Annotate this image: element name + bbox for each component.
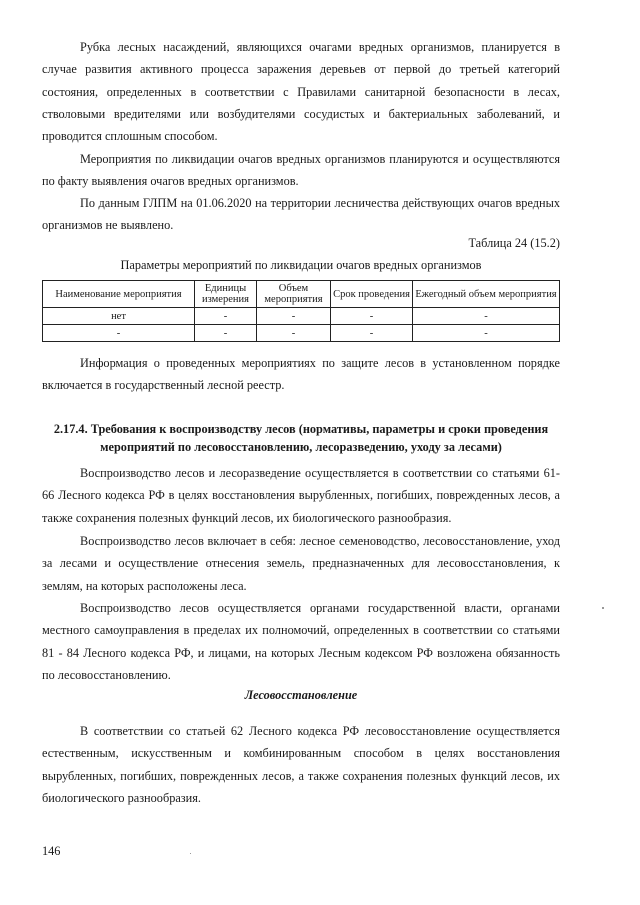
table-cell: - [43,325,195,342]
column-header-measure-name: Наименование мероприятия [43,281,195,308]
paragraph-felling-of-pest-foci: Рубка лесных насаждений, являющихся очагами вредных организмов, планируется в случае развития активного процесса заражения деревьев от первой до третьей категорий состояния, определенных в соответствии с Правилами санитарной безопасности в лесах, стволовыми вредителями или возбудителями сосудистых и бактериальных заболеваний, и проводится сплошным способом. [42,40,560,144]
column-header-units: Единицы измерения [195,281,257,308]
measures-parameters-table [42,280,560,342]
paragraph-reproduction-includes: Воспроизводство лесов включает в себя: лесное семеноводство, лесовосстановление, уход за лесами и осуществление отнесения земель, предназначенных для лесовосстановления, к землям, на которых расположены леса. [42,534,560,593]
table-cell: - [413,325,560,342]
section-heading: 2.17.4. Требования к воспроизводству лесов (нормативы, параметры и сроки проведения мероприятий по лесовосстановлению, лесоразведению, уходу за лесами) [53,422,549,454]
paragraph-forest-register: Информация о проведенных мероприятиях по защите лесов в установленном порядке включается в государственный лесной реестр. [42,356,560,393]
table-row [43,325,560,342]
scan-speck [602,607,604,609]
paragraph-article-62: В соответствии со статьей 62 Лесного кодекса РФ лесовосстановление осуществляется естественным, искусственным и комбинированным способом в целях восстановления вырубленных, погибших, поврежденных лесов, а также сохранения полезных функций лесов, их биологического разнообразия. [42,724,560,805]
table-header-row [43,281,560,308]
table-cell: - [195,308,257,325]
column-header-volume: Объем мероприятия [257,281,331,308]
table-cell: - [257,325,331,342]
paragraph-glpm-data: По данным ГЛПМ на 01.06.2020 на территории лесничества действующих очагов вредных организмов не выявлено. [42,196,560,233]
paragraph-reproduction-articles: Воспроизводство лесов и лесоразведение осуществляется в соответствии со статьями 61-66 Лесного кодекса РФ в целях восстановления вырубленных, погибших, поврежденных лесов, а также сохранения полезных функций лесов, их биологического разнообразия. [42,466,560,525]
column-header-term: Срок проведения [331,281,413,308]
paragraph-pest-liquidation-measures: Мероприятия по ликвидации очагов вредных организмов планируются и осуществляются по факту выявления очагов вредных организмов. [42,152,560,189]
table-row [43,308,560,325]
page-number: 146 [42,844,61,858]
paragraph-reproduction-authorities: Воспроизводство лесов осуществляется органами государственной власти, органами местного самоуправления в пределах их полномочий, определенных в соответствии со статьями 81 - 84 Лесного кодекса РФ, и лицами, на которых Лесным кодексом РФ возложена обязанность по лесовосстановлению. [42,601,560,682]
table-cell: - [331,308,413,325]
table-cell: - [257,308,331,325]
subheading-reforestation: Лесовосстановление [244,688,358,702]
scan-speck [190,853,191,854]
table-cell: нет [43,308,195,325]
table-cell: - [195,325,257,342]
table-caption: Параметры мероприятий по ликвидации очагов вредных организмов [120,258,482,272]
column-header-annual-volume: Ежегодный объем мероприятия [413,281,560,308]
table-cell: - [331,325,413,342]
table-cell: - [413,308,560,325]
table-label: Таблица 24 (15.2) [468,236,560,250]
